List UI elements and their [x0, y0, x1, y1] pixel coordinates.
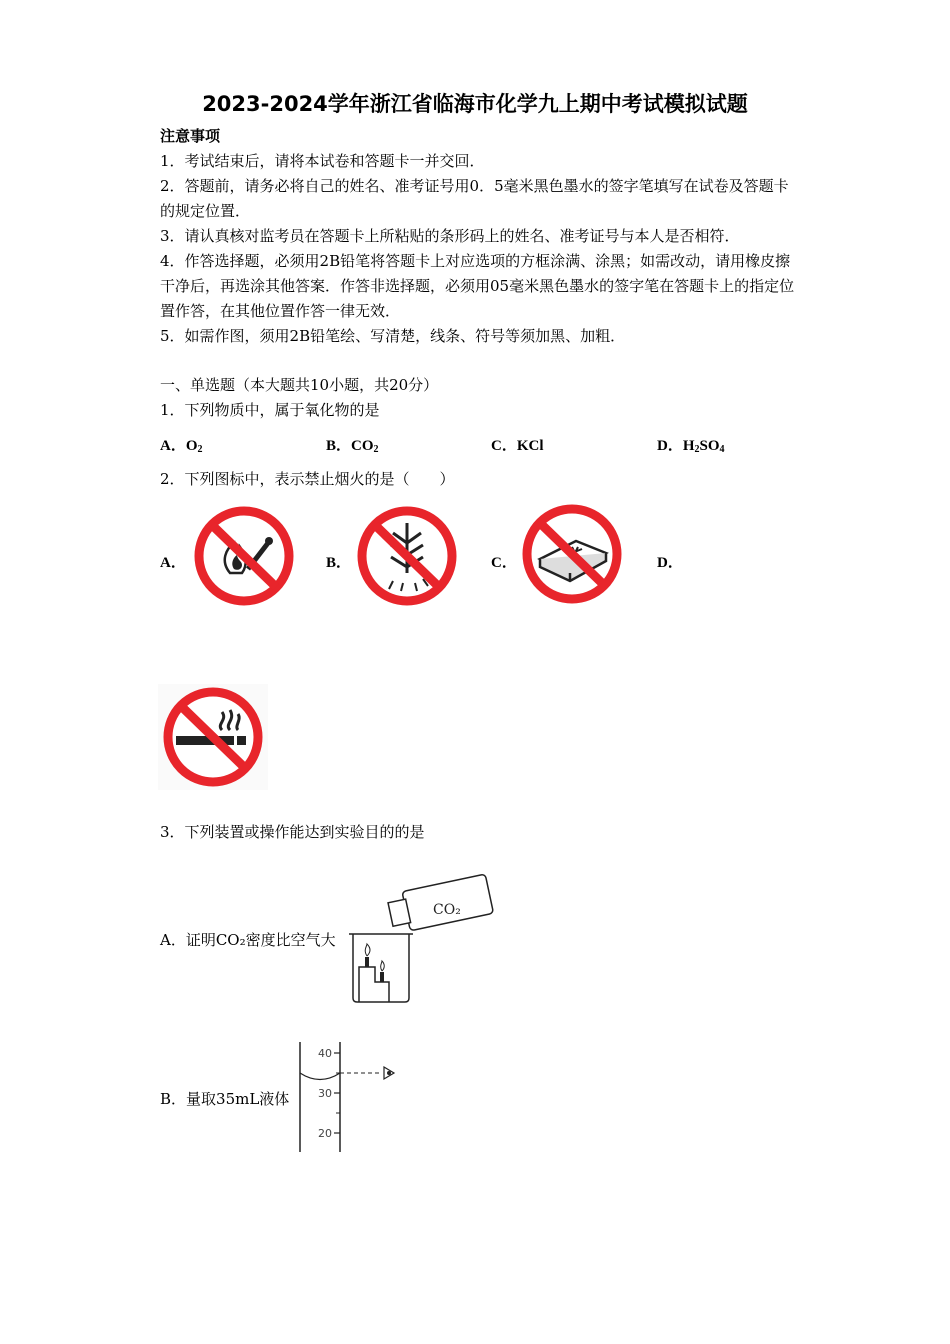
q1-option-d-tail: $SO_4$	[699, 438, 725, 455]
co2-bottle-label: CO₂	[433, 902, 461, 918]
notice-item-2: 2．答题前，请务必将自己的姓名、准考证号用0．5毫米黑色墨水的签字笔填写在试卷及答题卡的规定位置．	[160, 177, 789, 220]
measuring-cylinder-icon	[290, 1040, 410, 1155]
no-matches-sign-icon[interactable]	[518, 501, 626, 607]
notice-heading: 注意事项	[160, 127, 221, 145]
q2-label-c[interactable]: C．	[491, 555, 517, 571]
q2-stem: 2．下列图标中，表示禁止烟火的是（ ）	[160, 470, 455, 488]
page-title: 2023-2024学年浙江省临海市化学九上期中考试模拟试题	[202, 92, 748, 116]
q1-option-d[interactable]: D．$H_2SO_4$	[657, 438, 725, 455]
section-heading: 一、单选题（本大题共10小题，共20分）	[160, 376, 439, 394]
q2-label-d[interactable]: D．	[657, 555, 683, 571]
q1-stem: 1．下列物质中，属于氧化物的是	[160, 401, 380, 419]
notice-item-5: 5．如需作图，须用2B铅笔绘、写清楚，线条、符号等须加黑、加粗．	[160, 327, 626, 345]
q1-option-c[interactable]: C．KCl	[491, 438, 544, 454]
q3-option-b[interactable]: B．量取35mL液体	[160, 1090, 290, 1108]
q3-option-a[interactable]: A．证明CO₂密度比空气大	[160, 931, 336, 949]
q2-label-a[interactable]: A．	[160, 555, 186, 571]
q3-stem: 3．下列装置或操作能达到实验目的的是	[160, 823, 425, 841]
co2-pouring-apparatus-icon	[345, 872, 495, 1007]
q2-label-b[interactable]: B．	[326, 555, 352, 571]
no-smoking-sign-icon[interactable]	[158, 684, 268, 790]
cylinder-tick-40: 40	[318, 1047, 332, 1060]
notice-item-1: 1．考试结束后，请将本试卷和答题卡一并交回．	[160, 152, 485, 170]
notice-item-4: 4．作答选择题，必须用2B铅笔将答题卡上对应选项的方框涂满、涂黑；如需改动，请用橡皮擦干净后，再选涂其他答案．作答非选择题，必须用05毫米黑色墨水的签字笔在答题卡上的指定位置作答，在其他位置作答一律无效．	[160, 252, 795, 320]
no-fireworks-sign-icon[interactable]	[353, 503, 461, 609]
cylinder-tick-30: 30	[318, 1087, 332, 1100]
q1-option-a[interactable]: A．$O_2$	[160, 438, 203, 455]
cylinder-tick-20: 20	[318, 1127, 332, 1140]
no-open-flame-sign-icon[interactable]	[190, 503, 298, 609]
q1-option-b[interactable]: B．$CO_2$	[326, 438, 379, 455]
notice-item-3: 3．请认真核对监考员在答题卡上所粘贴的条形码上的姓名、准考证号与本人是否相符．	[160, 227, 740, 245]
